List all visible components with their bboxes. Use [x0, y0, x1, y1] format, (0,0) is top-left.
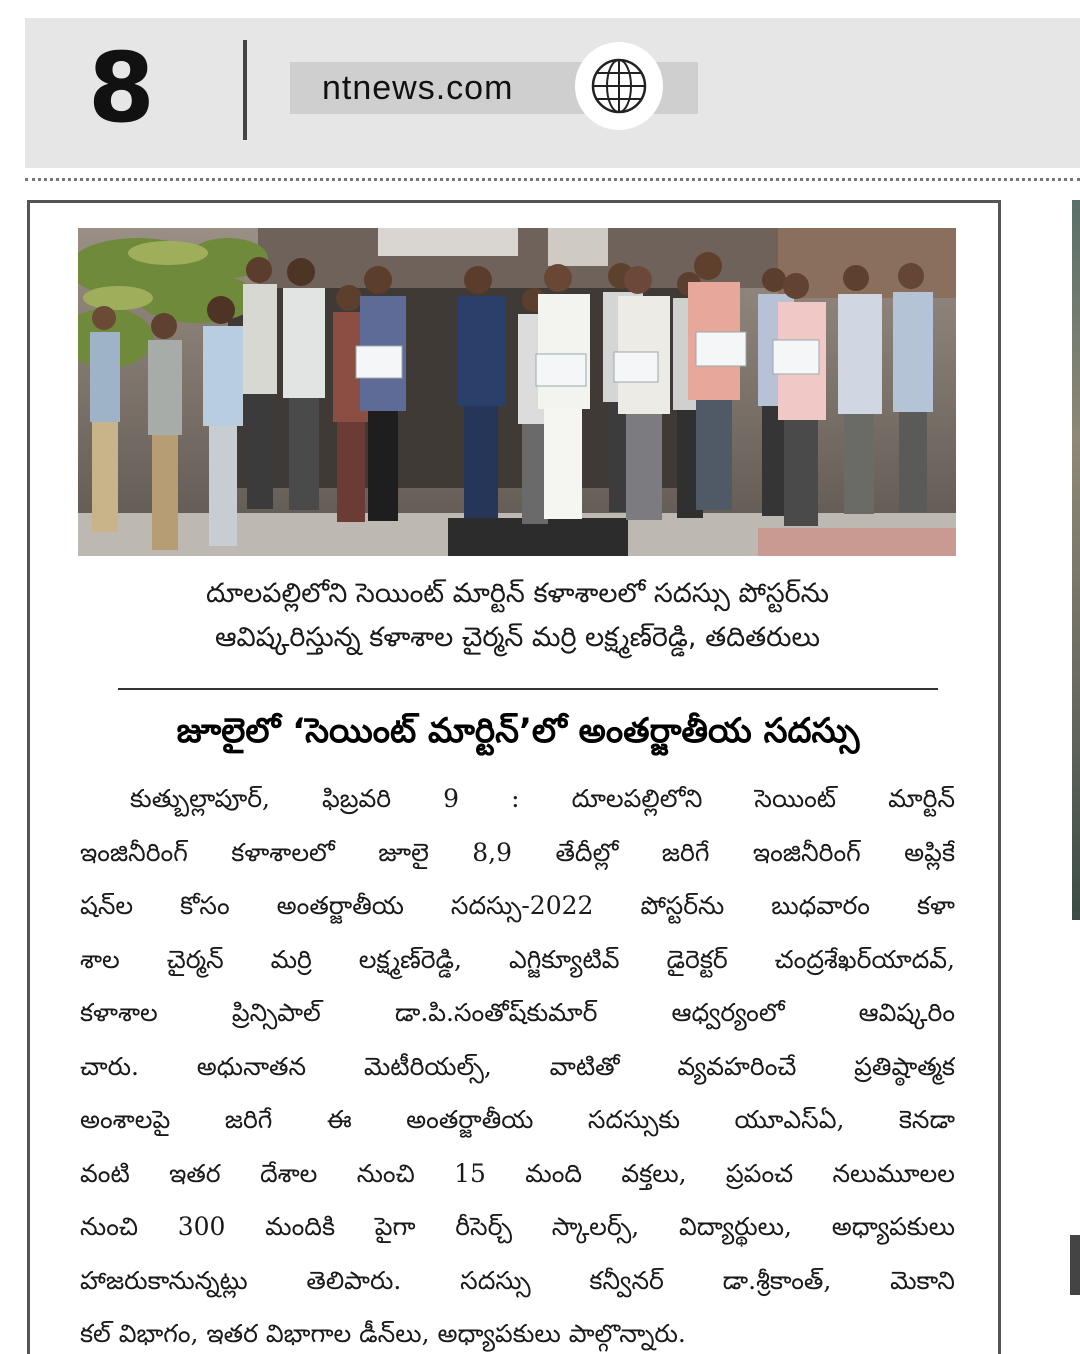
adjacent-article-edge-lower: [1070, 1235, 1080, 1295]
adjacent-article-edge: [1072, 200, 1080, 920]
globe-icon: [575, 42, 663, 130]
site-name[interactable]: ntnews.com: [322, 69, 514, 107]
article-headline: జూలైలో ‘సెయింట్ మార్టిన్’లో అంతర్జాతీయ సదస్సు: [176, 711, 860, 751]
body-line: శాల చైర్మన్ మర్రి లక్ష్మణ్‌రెడ్డి, ఎగ్జిక్యూటివ్ డైరెక్టర్ చంద్రశేఖర్‌యాదవ్,: [80, 944, 955, 974]
group-photo-illustration: [78, 228, 956, 556]
body-line: కుత్బుల్లాపూర్, ఫిబ్రవరి 9 : దూలపల్లిలోని సెయింట్ మార్టిన్: [130, 784, 955, 813]
body-line: హాజరుకానున్నట్లు తెలిపారు. సదస్సు కన్వీనర్ డా.శ్రీకాంత్, మెకాని: [80, 1265, 955, 1295]
article-photo: [78, 228, 956, 556]
body-line: కల్ విభాగం, ఇతర విభాగాల డీన్‌లు, అధ్యాపకులు పాల్గొన్నారు.: [80, 1319, 686, 1348]
article-body: [80, 772, 955, 1354]
body-line: కళాశాల ప్రిన్సిపాల్ డా.పి.సంతోష్‌కుమార్ ఆధ్వర్యంలో ఆవిష్కరిం: [80, 998, 955, 1027]
body-line: వంటి ఇతర దేశాల నుంచి 15 మంది వక్తలు, ప్రపంచ నలుమూలల: [80, 1158, 955, 1188]
caption-divider: [118, 688, 938, 690]
photo-caption: [80, 572, 955, 660]
caption-line: ఆవిష్కరిస్తున్న కళాశాల చైర్మన్ మర్రి లక్ష్మణ్‌రెడ్డి, తదితరులు: [215, 622, 820, 653]
body-line: చారు. అధునాతన మెటీరియల్స్, వాటితో వ్యవహరించే ప్రతిష్ఠాత్మక: [80, 1051, 955, 1081]
page-number: 8: [88, 32, 155, 144]
page-divider: [25, 178, 1080, 181]
body-line: ఇంజినీరింగ్ కళాశాలలో జూలై 8,9 తేదీల్లో జరిగే ఇంజినీరింగ్ అప్లికే: [80, 837, 955, 867]
caption-line: దూలపల్లిలోని సెయింట్ మార్టిన్ కళాశాలలో సదస్సు పోస్టర్‌ను: [206, 578, 829, 609]
body-line: షన్‌ల కోసం అంతర్జాతీయ సదస్సు-2022 పోస్టర్‌ను బుధవారం కళా: [80, 891, 955, 920]
body-line: నుంచి 300 మందికి పైగా రీసెర్చ్ స్కాలర్స్, విద్యార్థులు, అధ్యాపకులు: [80, 1212, 955, 1241]
globe-icon-graphic: [589, 56, 649, 116]
header-divider: [243, 40, 247, 140]
body-line: అంశాలపై జరిగే ఈ అంతర్జాతీయ సదస్సుకు యూఎస్‌ఏ, కెనడా: [80, 1105, 955, 1134]
